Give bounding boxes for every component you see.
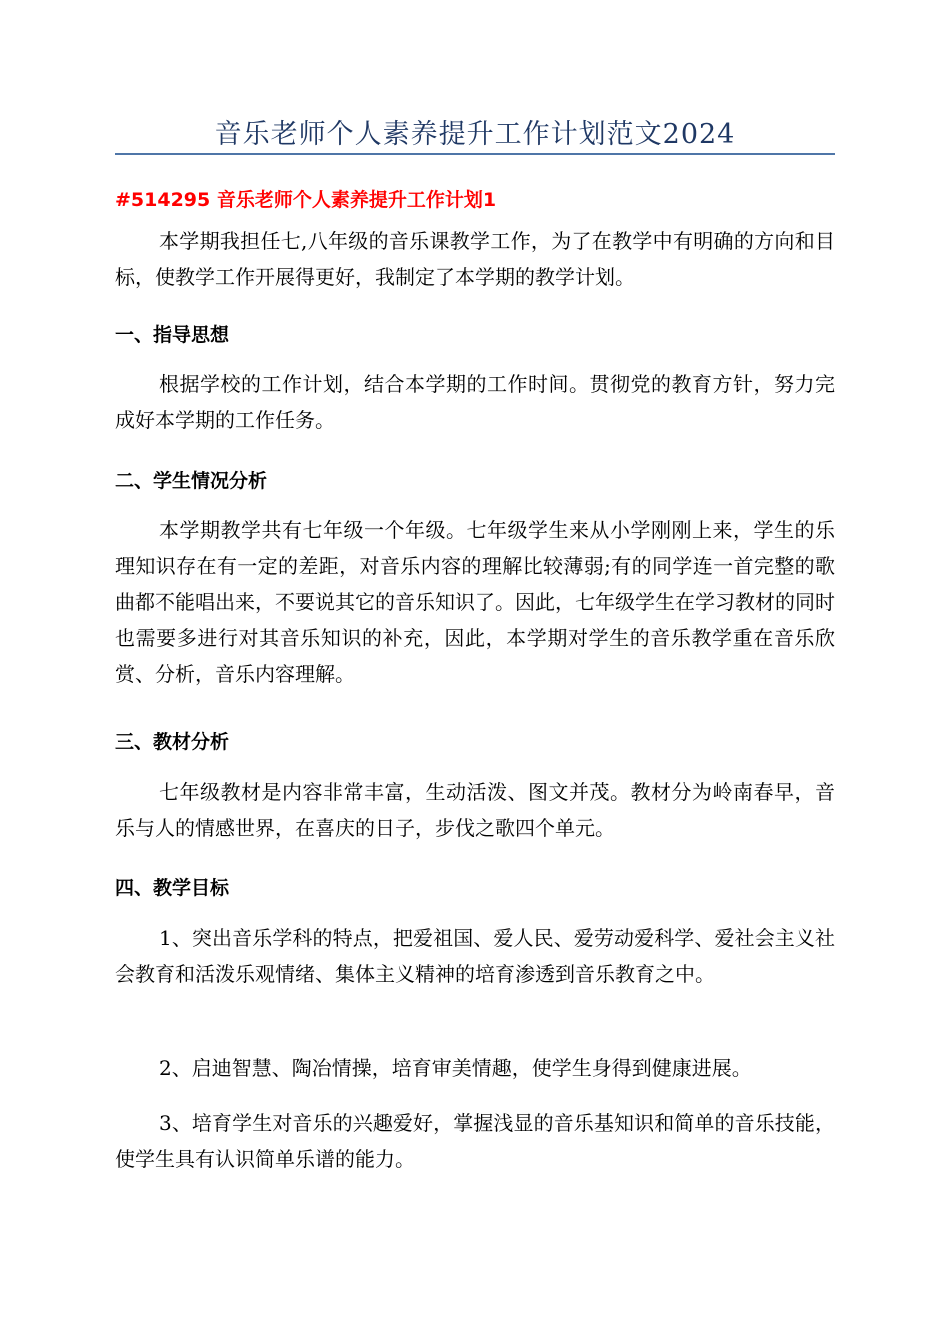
document-title: 音乐老师个人素养提升工作计划范文2024 <box>214 119 736 150</box>
section-heading-guiding-ideology: 一、指导思想 <box>115 324 230 346</box>
goal-item-2: 2、启迪智慧、陶冶情操，培育审美情趣，使学生身得到健康进展。 <box>159 1056 752 1080</box>
goal-item-1: 1、突出音乐学科的特点，把爱祖国、爱人民、爱劳动爱科学、爱社会主义社会教育和活泼乐观情绪、集体主义精神的培育渗透到音乐教育之中。 <box>115 926 835 986</box>
title-underline <box>115 153 835 155</box>
section-heading-teaching-goals: 四、教学目标 <box>115 877 230 899</box>
section-paragraph: 七年级教材是内容非常丰富，生动活泼、图文并茂。教材分为岭南春早，音乐与人的情感世界，在喜庆的日子，步伐之歌四个单元。 <box>115 780 835 840</box>
section-paragraph: 根据学校的工作计划，结合本学期的工作时间。贯彻党的教育方针，努力完成好本学期的工作任务。 <box>115 372 835 432</box>
section-heading-student-analysis: 二、学生情况分析 <box>115 470 268 492</box>
intro-paragraph: 本学期我担任七,八年级的音乐课教学工作，为了在教学中有明确的方向和目标，使教学工作开展得更好，我制定了本学期的教学计划。 <box>115 229 835 289</box>
goal-item-3: 3、培育学生对音乐的兴趣爱好，掌握浅显的音乐基知识和简单的音乐技能，使学生具有认识简单乐谱的能力。 <box>115 1111 835 1171</box>
section-heading-textbook-analysis: 三、教材分析 <box>115 731 230 753</box>
red-heading: #514295 音乐老师个人素养提升工作计划1 <box>115 189 497 211</box>
section-paragraph: 本学期教学共有七年级一个年级。七年级学生来从小学刚刚上来，学生的乐理知识存在有一定的差距，对音乐内容的理解比较薄弱;有的同学连一首完整的歌曲都不能唱出来，不要说其它的音乐知识了。因此，七年级学生在学习教材的同时也需要多进行对其音乐知识的补充，因此，本学期对学生的音乐教学重在音乐欣赏、分析，音乐内容理解。 <box>115 518 835 686</box>
